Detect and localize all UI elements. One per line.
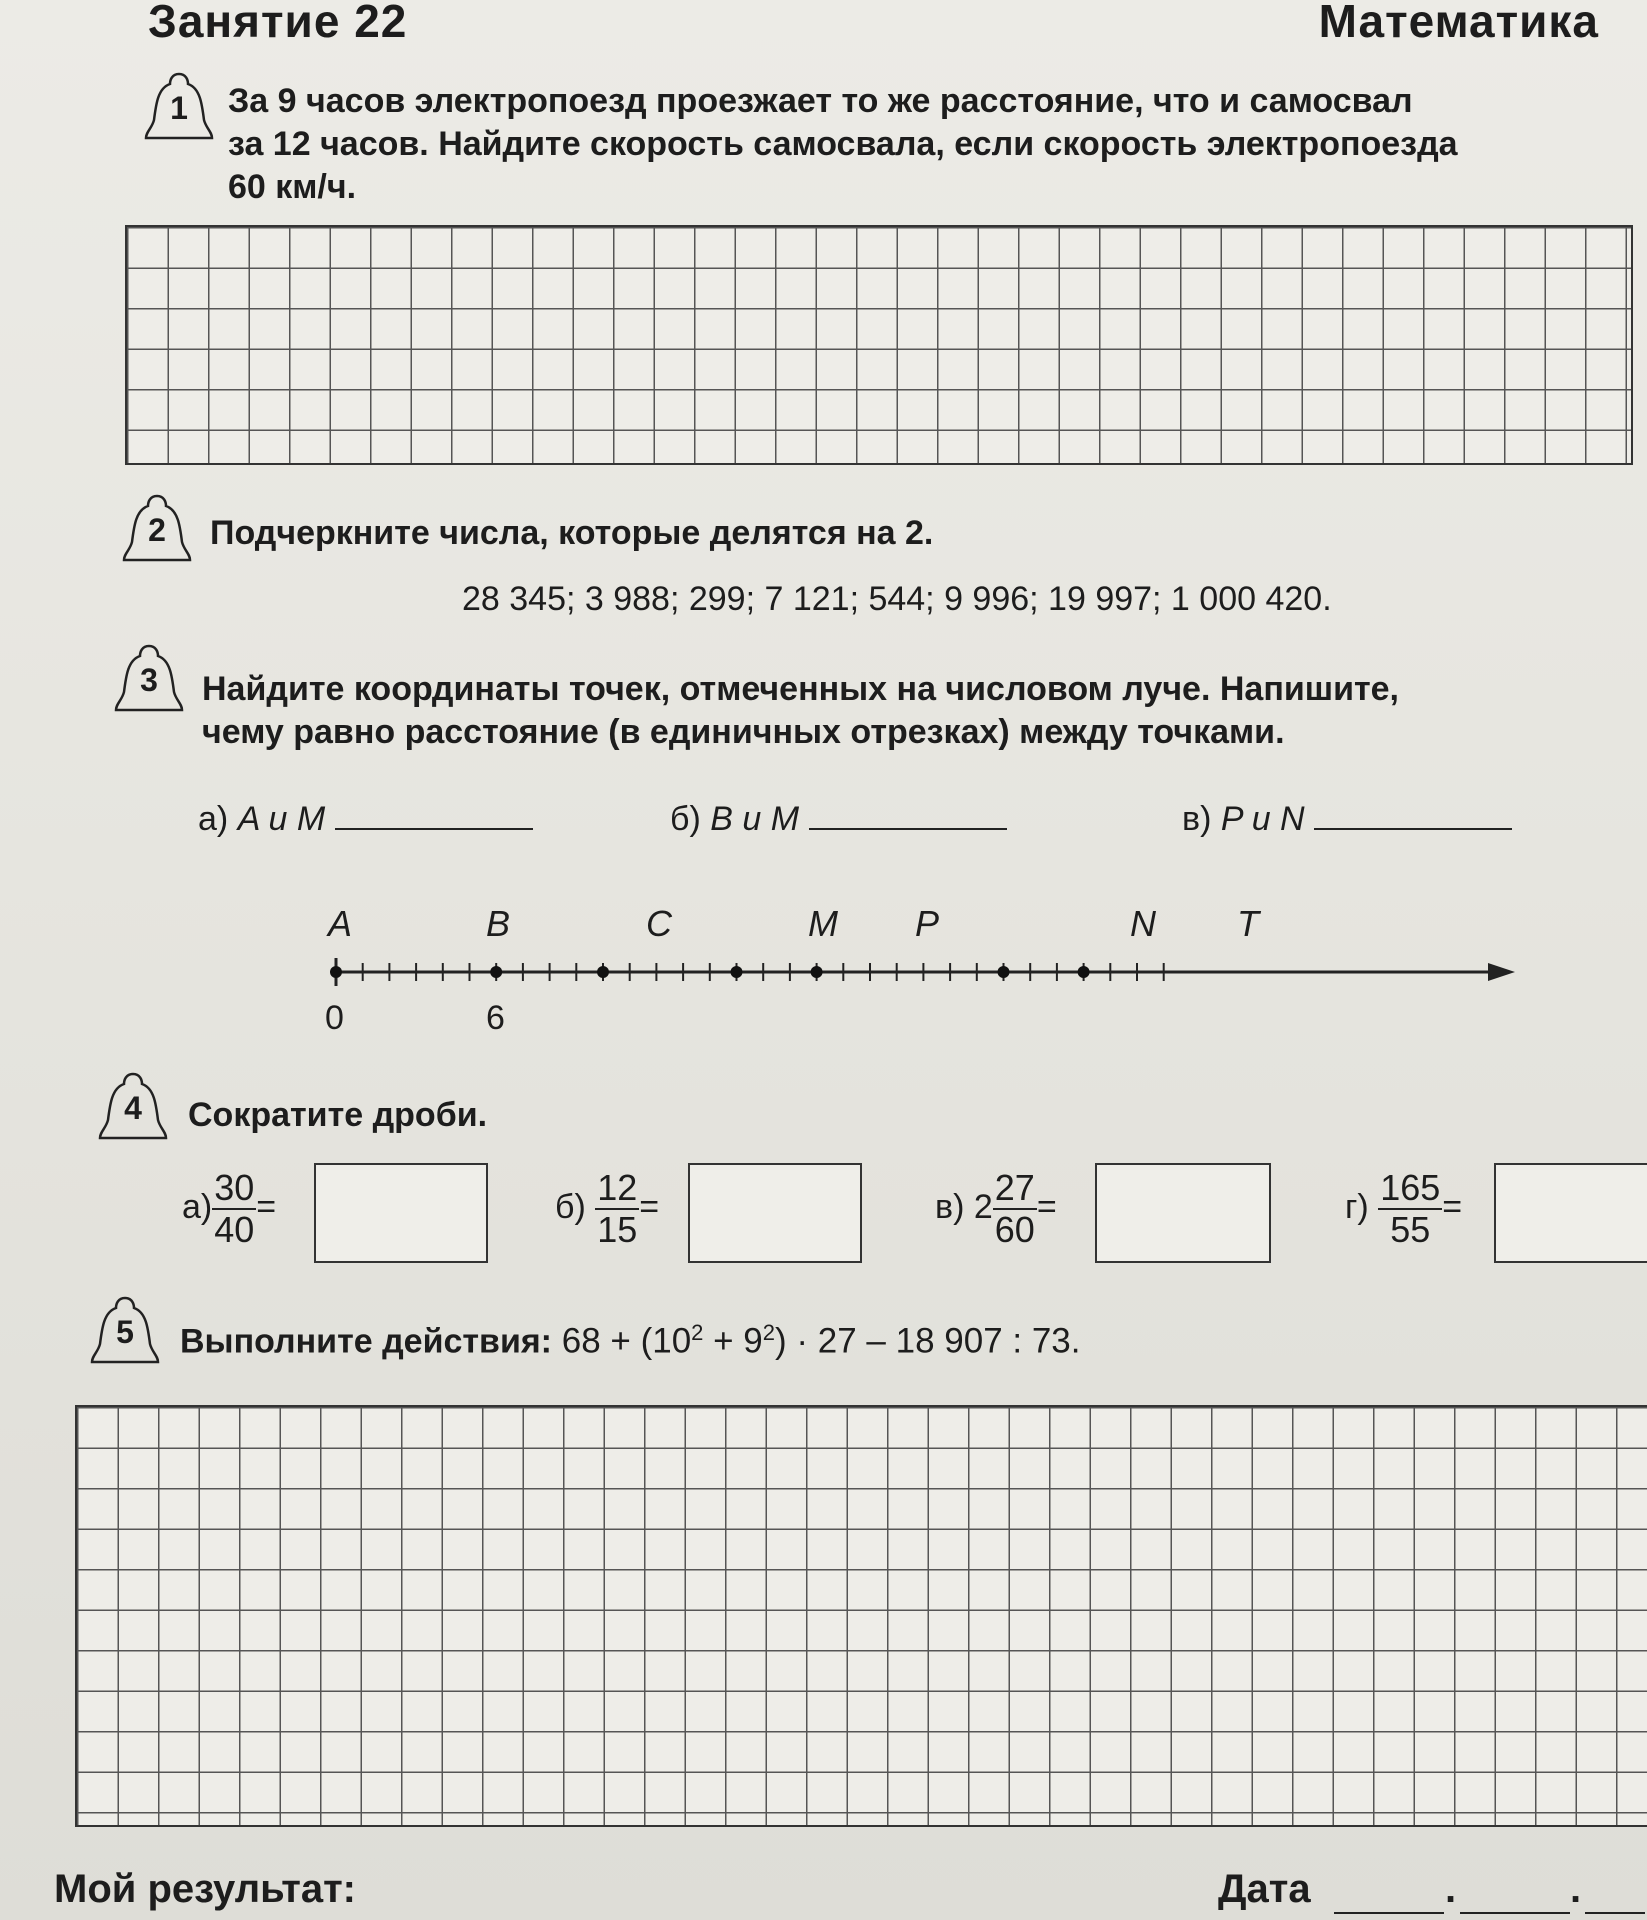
subject-title: Математика bbox=[1318, 0, 1599, 47]
task-4-number: 4 bbox=[124, 1090, 142, 1126]
task-4b: б) $\frac{12}{15}$ = bbox=[555, 1167, 660, 1250]
fraction-d: $\frac{165}{55}$ bbox=[1380, 1167, 1441, 1250]
task-4c: в) 2 $\frac{27}{60}$ = bbox=[935, 1167, 1057, 1250]
task-3b-answer-line[interactable] bbox=[809, 828, 1007, 830]
task-3c: в) P и N bbox=[1182, 800, 1512, 839]
task-4a: а) $\frac{30}{40}$ = bbox=[182, 1167, 277, 1250]
number-line-arrow-icon bbox=[1488, 963, 1515, 981]
point-label-t: T bbox=[1237, 903, 1259, 944]
number-line-point-a bbox=[330, 966, 342, 978]
point-b-value: 6 bbox=[486, 999, 505, 1037]
task-3-bell-icon bbox=[112, 642, 186, 720]
task-5-answer-grid[interactable] bbox=[75, 1405, 1647, 1827]
task-5-title: Выполните действия: bbox=[180, 1322, 553, 1361]
date-year-line[interactable] bbox=[1585, 1890, 1645, 1914]
task-3a-answer-line[interactable] bbox=[335, 828, 533, 830]
date-day-line[interactable] bbox=[1334, 1890, 1444, 1914]
number-line-point-t bbox=[1078, 966, 1090, 978]
task-1-number: 1 bbox=[170, 90, 188, 126]
task-2-title: Подчеркните числа, которые делятся на 2. bbox=[210, 514, 934, 552]
point-label-p: P bbox=[915, 903, 940, 944]
task-5-text: Выполните действия: $68 + (10^2 + 9^2) \cdot 27 - 18$ 907 : 73. bbox=[180, 1320, 1081, 1361]
fraction-c: $\frac{27}{60}$ bbox=[994, 1167, 1035, 1250]
answer-box-d[interactable] bbox=[1494, 1163, 1647, 1263]
point-label-c: C bbox=[646, 903, 672, 944]
task-4-title: Сократите дроби. bbox=[188, 1096, 488, 1134]
task-3a: а) A и M bbox=[198, 800, 533, 839]
task-3b: б) B и M bbox=[670, 800, 1007, 839]
task-2-bell-icon bbox=[120, 492, 194, 570]
answer-box-a[interactable] bbox=[314, 1163, 488, 1263]
task-4-bell-icon bbox=[96, 1070, 170, 1148]
task-2-number: 2 bbox=[148, 512, 166, 548]
number-line-point-b bbox=[490, 966, 502, 978]
point-label-m: M bbox=[808, 903, 838, 944]
task-3-line-1: Найдите координаты точек, отмеченных на числовом луче. Напишите, bbox=[202, 670, 1400, 708]
number-line-point-p bbox=[811, 966, 823, 978]
task-1-line-1: За 9 часов электропоезд проезжает то же расстояние, что и самосвал bbox=[228, 82, 1413, 120]
task-5-bell-icon bbox=[88, 1294, 162, 1372]
task-5-number: 5 bbox=[116, 1314, 134, 1350]
task-4d: г) $\frac{165}{55}$ = bbox=[1345, 1167, 1463, 1250]
fraction-b: $\frac{12}{15}$ bbox=[597, 1167, 638, 1250]
date-dot-2: . bbox=[1570, 1867, 1582, 1911]
lesson-title: Занятие 22 bbox=[148, 0, 408, 47]
task-3a-pair: A и M bbox=[237, 800, 326, 838]
number-line-point-c bbox=[597, 966, 609, 978]
origin-value: 0 bbox=[325, 999, 344, 1037]
point-label-n: N bbox=[1130, 903, 1156, 944]
answer-box-b[interactable] bbox=[688, 1163, 862, 1263]
task-3-text bbox=[202, 668, 1642, 754]
task-1-text bbox=[228, 80, 1618, 209]
task-3c-answer-line[interactable] bbox=[1314, 828, 1512, 830]
task-3c-pair: P и N bbox=[1220, 800, 1305, 838]
task-3-number: 3 bbox=[140, 662, 158, 698]
task-1-line-2: за 12 часов. Найдите скорость самосвала, если скорость электропоезда bbox=[228, 125, 1458, 163]
point-label-a: A bbox=[328, 903, 353, 944]
answer-box-c[interactable] bbox=[1095, 1163, 1271, 1263]
task-3b-pair: B и M bbox=[710, 800, 800, 838]
task-2-numbers[interactable]: 28 345; 3 988; 299; 7 121; 544; 9 996; 19 997; 1 000 420. bbox=[462, 580, 1332, 618]
date-dot-1: . bbox=[1445, 1867, 1457, 1911]
date-month-line[interactable] bbox=[1460, 1890, 1570, 1914]
number-line-point-m bbox=[731, 966, 743, 978]
result-label: Мой результат: bbox=[54, 1867, 356, 1911]
date-label: Дата bbox=[1218, 1867, 1311, 1911]
fraction-a: $\frac{30}{40}$ bbox=[214, 1167, 255, 1250]
task-1-line-3: 60 км/ч. bbox=[228, 168, 357, 206]
task-3-line-2: чему равно расстояние (в единичных отрезках) между точками. bbox=[202, 713, 1285, 751]
point-label-b: B bbox=[486, 903, 511, 944]
task-1-bell-icon bbox=[142, 70, 216, 148]
number-line-point-n bbox=[998, 966, 1010, 978]
task-1-answer-grid[interactable] bbox=[125, 225, 1633, 465]
